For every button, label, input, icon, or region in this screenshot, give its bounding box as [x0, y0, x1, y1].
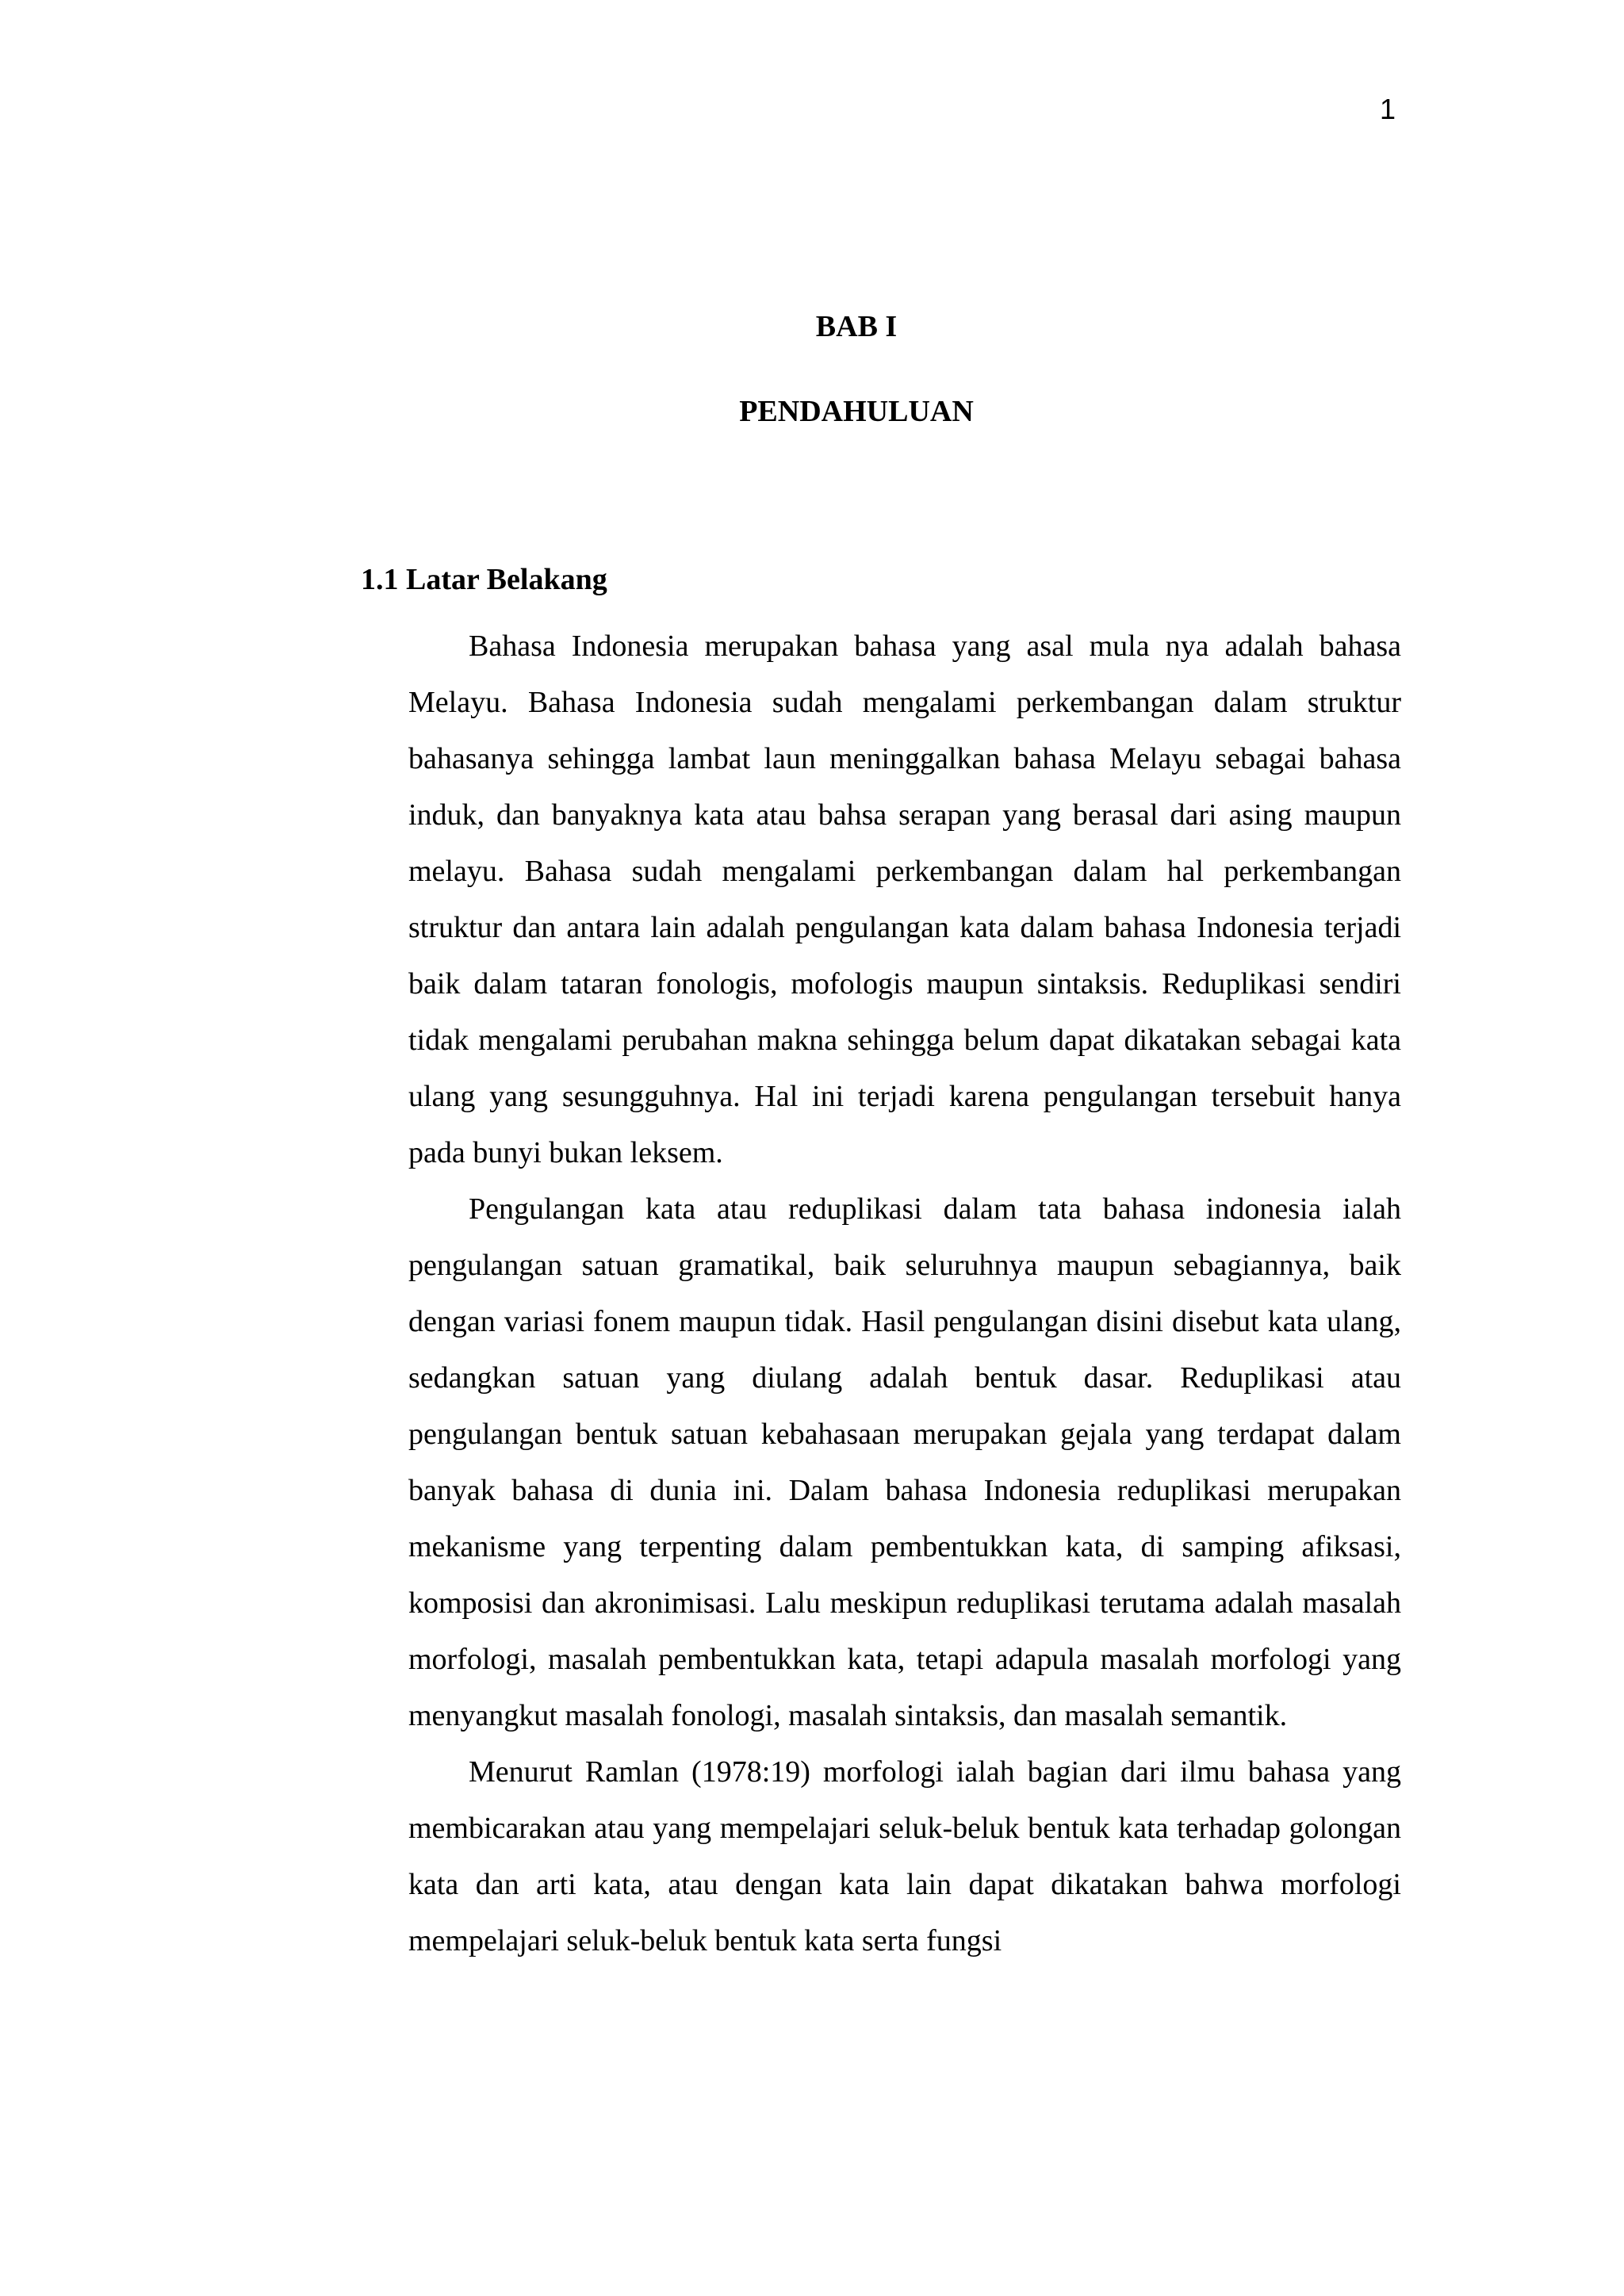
- chapter-title: PENDAHULUAN: [739, 395, 974, 428]
- section-heading: 1.1 Latar Belakang: [361, 563, 607, 596]
- chapter-number: BAB I: [815, 310, 898, 343]
- paragraph-latar-belakang-3: Menurut Ramlan (1978:19) morfologi ialah bagian dari ilmu bahasa yang membicarakan atau yang mempelajari seluk-beluk bentuk kata terhadap golongan kata dan arti kata, atau dengan kata lain dapat dikatakan bahwa morfologi mempelajari seluk-beluk bentuk kata serta fungsi: [408, 1755, 1401, 1957]
- page-number: 1: [1380, 93, 1396, 125]
- body-text: [408, 618, 1401, 1969]
- paragraph-latar-belakang-1: Bahasa Indonesia merupakan bahasa yang asal mula nya adalah bahasa Melayu. Bahasa Indonesia sudah mengalami perkembangan dalam struktur bahasanya sehingga lambat laun meninggalkan bahasa Melayu sebagai bahasa induk, dan banyaknya kata atau bahsa serapan yang berasal dari asing maupun melayu. Bahasa sudah mengalami perkembangan dalam hal perkembangan struktur dan antara lain adalah pengulangan kata dalam bahasa Indonesia terjadi baik dalam tataran fonologis, mofologis maupun sintaksis. Reduplikasi sendiri tidak mengalami perubahan makna sehingga belum dapat dikatakan sebagai kata ulang yang sesungguhnya. Hal ini terjadi karena pengulangan tersebuit hanya pada bunyi bukan leksem.: [408, 629, 1401, 1169]
- paragraph-latar-belakang-2: Pengulangan kata atau reduplikasi dalam tata bahasa indonesia ialah pengulangan satuan gramatikal, baik seluruhnya maupun sebagiannya, baik dengan variasi fonem maupun tidak. Hasil pengulangan disini disebut kata ulang, sedangkan satuan yang diulang adalah bentuk dasar. Reduplikasi atau pengulangan bentuk satuan kebahasaan merupakan gejala yang terdapat dalam banyak bahasa di dunia ini. Dalam bahasa Indonesia reduplikasi merupakan mekanisme yang terpenting dalam pembentukkan kata, di samping afiksasi, komposisi dan akronimisasi. Lalu meskipun reduplikasi terutama adalah masalah morfologi, masalah pembentukkan kata, tetapi adapula masalah morfologi yang menyangkut masalah fonologi, masalah sintaksis, dan masalah semantik.: [408, 1192, 1401, 1732]
